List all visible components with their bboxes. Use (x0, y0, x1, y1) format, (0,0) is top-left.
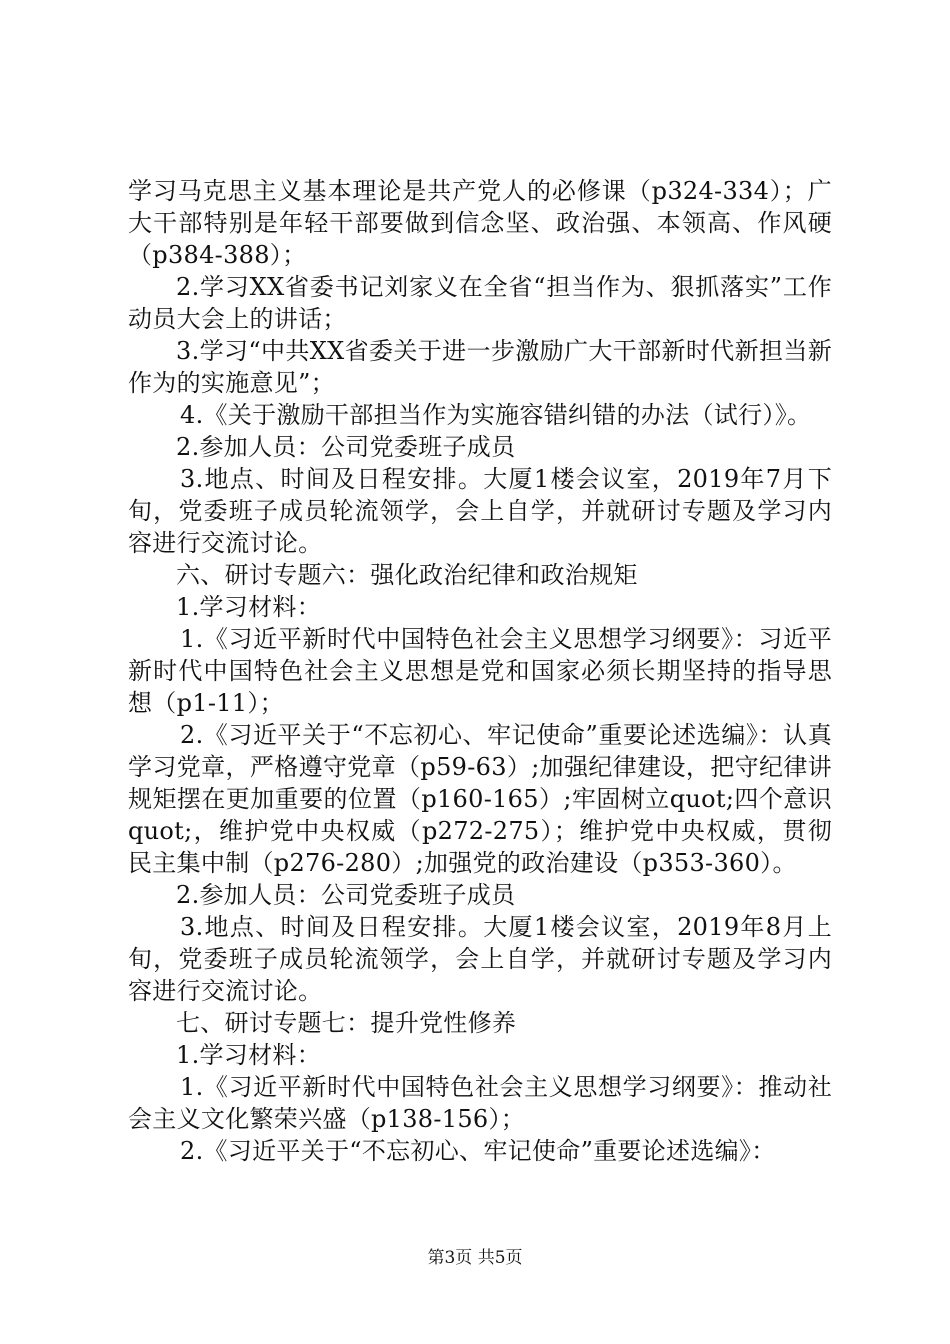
paragraph: 2.参加人员：公司党委班子成员 (176, 433, 516, 461)
paragraph: 4.《关于激励干部担当作为实施容错纠错的办法（试行）》。 (180, 401, 812, 429)
page-footer: 第3页 共5页 (427, 1248, 523, 1268)
paragraph: 2.《习近平关于“不忘初心、牢记使命”重要论述选编》：认真学习党章，严格遵守党章（p59-63）;加强纪律建设，把守纪律讲规矩摆在更加重要的位置（p160-165）;牢固树立quot;四个意识quot;，维护党中央权威（p272-275）；维护党中央权威，贯彻民主集中制（p276-280）;加强党的政治建设（p353-360）。 (128, 721, 832, 877)
section-heading: 七、研讨专题七：提升党性修养 (176, 1009, 517, 1037)
paragraph: 学习马克思主义基本理论是共产党人的必修课（p324-334）；广大干部特别是年轻干部要做到信念坚、政治强、本领高、作风硬（p384-388）； (128, 177, 832, 269)
paragraph: 2.《习近平关于“不忘初心、牢记使命”重要论述选编》： (180, 1137, 776, 1165)
paragraph: 3.地点、时间及日程安排。大厦1楼会议室，2019年7月下旬，党委班子成员轮流领学，会上自学，并就研讨专题及学习内容进行交流讨论。 (128, 465, 832, 557)
paragraph: 1.《习近平新时代中国特色社会主义思想学习纲要》：习近平新时代中国特色社会主义思想是党和国家必须长期坚持的指导思想（p1-11）； (128, 625, 832, 717)
paragraph: 1.学习材料： (176, 1041, 321, 1069)
document-body (128, 175, 832, 1167)
paragraph: 1.学习材料： (176, 593, 321, 621)
paragraph: 2.参加人员：公司党委班子成员 (176, 881, 516, 909)
paragraph: 3.地点、时间及日程安排。大厦1楼会议室，2019年8月上旬，党委班子成员轮流领学，会上自学，并就研讨专题及学习内容进行交流讨论。 (128, 913, 832, 1005)
section-heading: 六、研讨专题六：强化政治纪律和政治规矩 (176, 561, 638, 589)
paragraph: 3.学习“中共XX省委关于进一步激励广大干部新时代新担当新作为的实施意见”； (128, 337, 832, 397)
paragraph: 2.学习XX省委书记刘家义在全省“担当作为、狠抓落实”工作动员大会上的讲话； (128, 273, 832, 333)
paragraph: 1.《习近平新时代中国特色社会主义思想学习纲要》：推动社会主义文化繁荣兴盛（p138-156）； (128, 1073, 832, 1133)
